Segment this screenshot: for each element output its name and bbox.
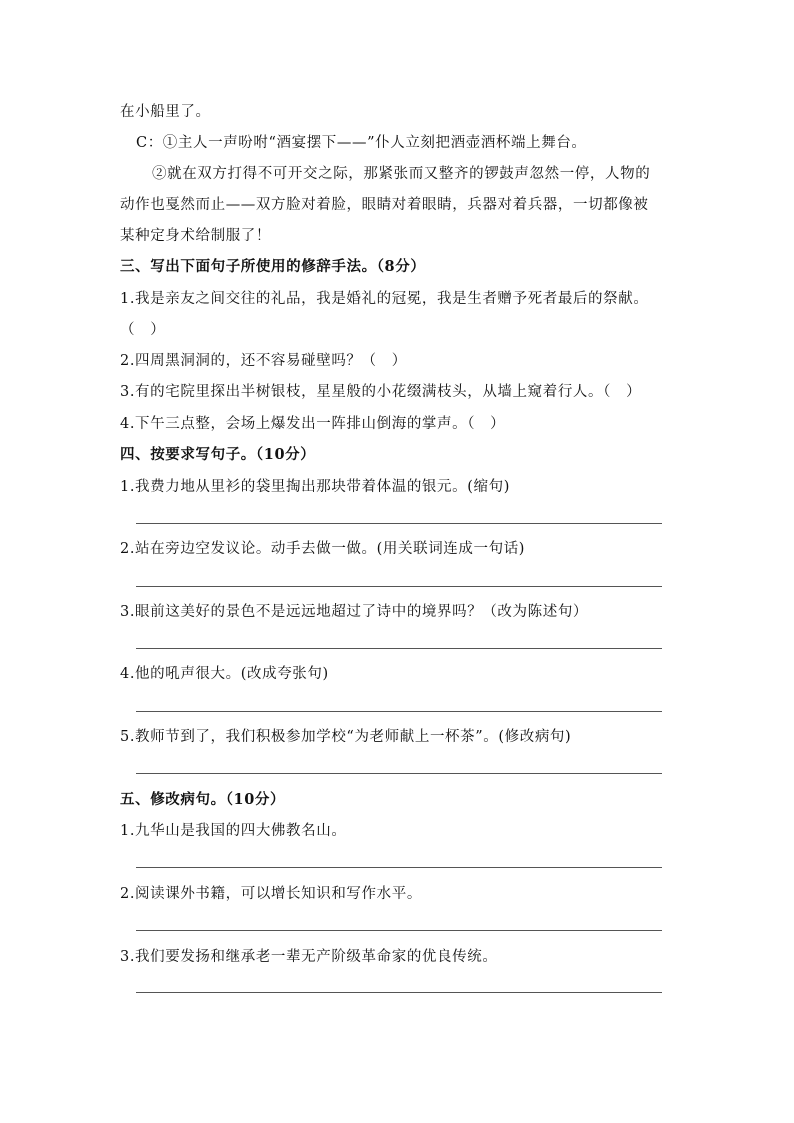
answer-line[interactable] (136, 711, 662, 712)
option-c-sentence-1: C：①主人一声吩咐“酒宴摆下——”仆人立刻把酒壶酒杯端上舞台。 (136, 135, 587, 151)
section-4-question-5: 5.教师节到了，我们积极参加学校“为老师献上一杯茶”。(修改病句) (120, 729, 572, 745)
section-5-question-2: 2.阅读课外书籍，可以增长知识和写作水平。 (120, 886, 422, 902)
section-4-question-4: 4.他的吼声很大。(改成夸张句) (120, 666, 329, 682)
section-5-heading: 五、修改病句。（10分） (120, 791, 286, 808)
answer-line[interactable] (136, 867, 662, 868)
section-3-question-2: 2.四周黑洞洞的，还不容易碰壁吗？（ ） (120, 353, 407, 369)
section-3-heading: 三、写出下面句子所使用的修辞手法。（8分） (120, 258, 426, 275)
section-3-question-4: 4.下午三点整，会场上爆发出一阵排山倒海的掌声。（ ） (120, 416, 506, 432)
answer-line[interactable] (136, 648, 662, 649)
answer-line[interactable] (136, 992, 662, 993)
section-5-question-3: 3.我们要发扬和继承老一辈无产阶级革命家的优良传统。 (120, 949, 498, 965)
section-3-question-1-answer-blank[interactable]: （ ） (120, 322, 166, 338)
answer-line[interactable] (136, 586, 662, 587)
option-c-sentence-2-line-1: ②就在双方打得不可开交之际，那紧张而又整齐的锣鼓声忽然一停，人物的 (152, 166, 651, 182)
option-c-sentence-2-line-2: 动作也戛然而止——双方脸对着脸，眼睛对着眼睛，兵器对着兵器，一切都像被 (120, 197, 649, 213)
section-4-question-2: 2.站在旁边空发议论。动手去做一做。(用关联词连成一句话) (120, 541, 526, 557)
passage-line-end: 在小船里了。 (120, 104, 211, 120)
option-c-sentence-2-line-3: 某种定身术给制服了！ (120, 228, 271, 244)
section-4-heading: 四、按要求写句子。（10分） (120, 446, 316, 463)
answer-line[interactable] (136, 773, 662, 774)
section-3-question-3: 3.有的宅院里探出半树银枝，星星般的小花缀满枝头，从墙上窥着行人。（ ） (120, 384, 642, 400)
answer-line[interactable] (136, 523, 662, 524)
section-4-question-1: 1.我费力地从里衫的袋里掏出那块带着体温的银元。(缩句) (120, 479, 510, 495)
section-3-question-1: 1.我是亲友之间交往的礼品，我是婚礼的冠冕，我是生者赠予死者最后的祭献。 (120, 291, 649, 307)
section-4-question-3: 3.眼前这美好的景色不是远远地超过了诗中的境界吗？（改为陈述句） (120, 604, 589, 620)
section-5-question-1: 1.九华山是我国的四大佛教名山。 (120, 823, 347, 839)
answer-line[interactable] (136, 930, 662, 931)
